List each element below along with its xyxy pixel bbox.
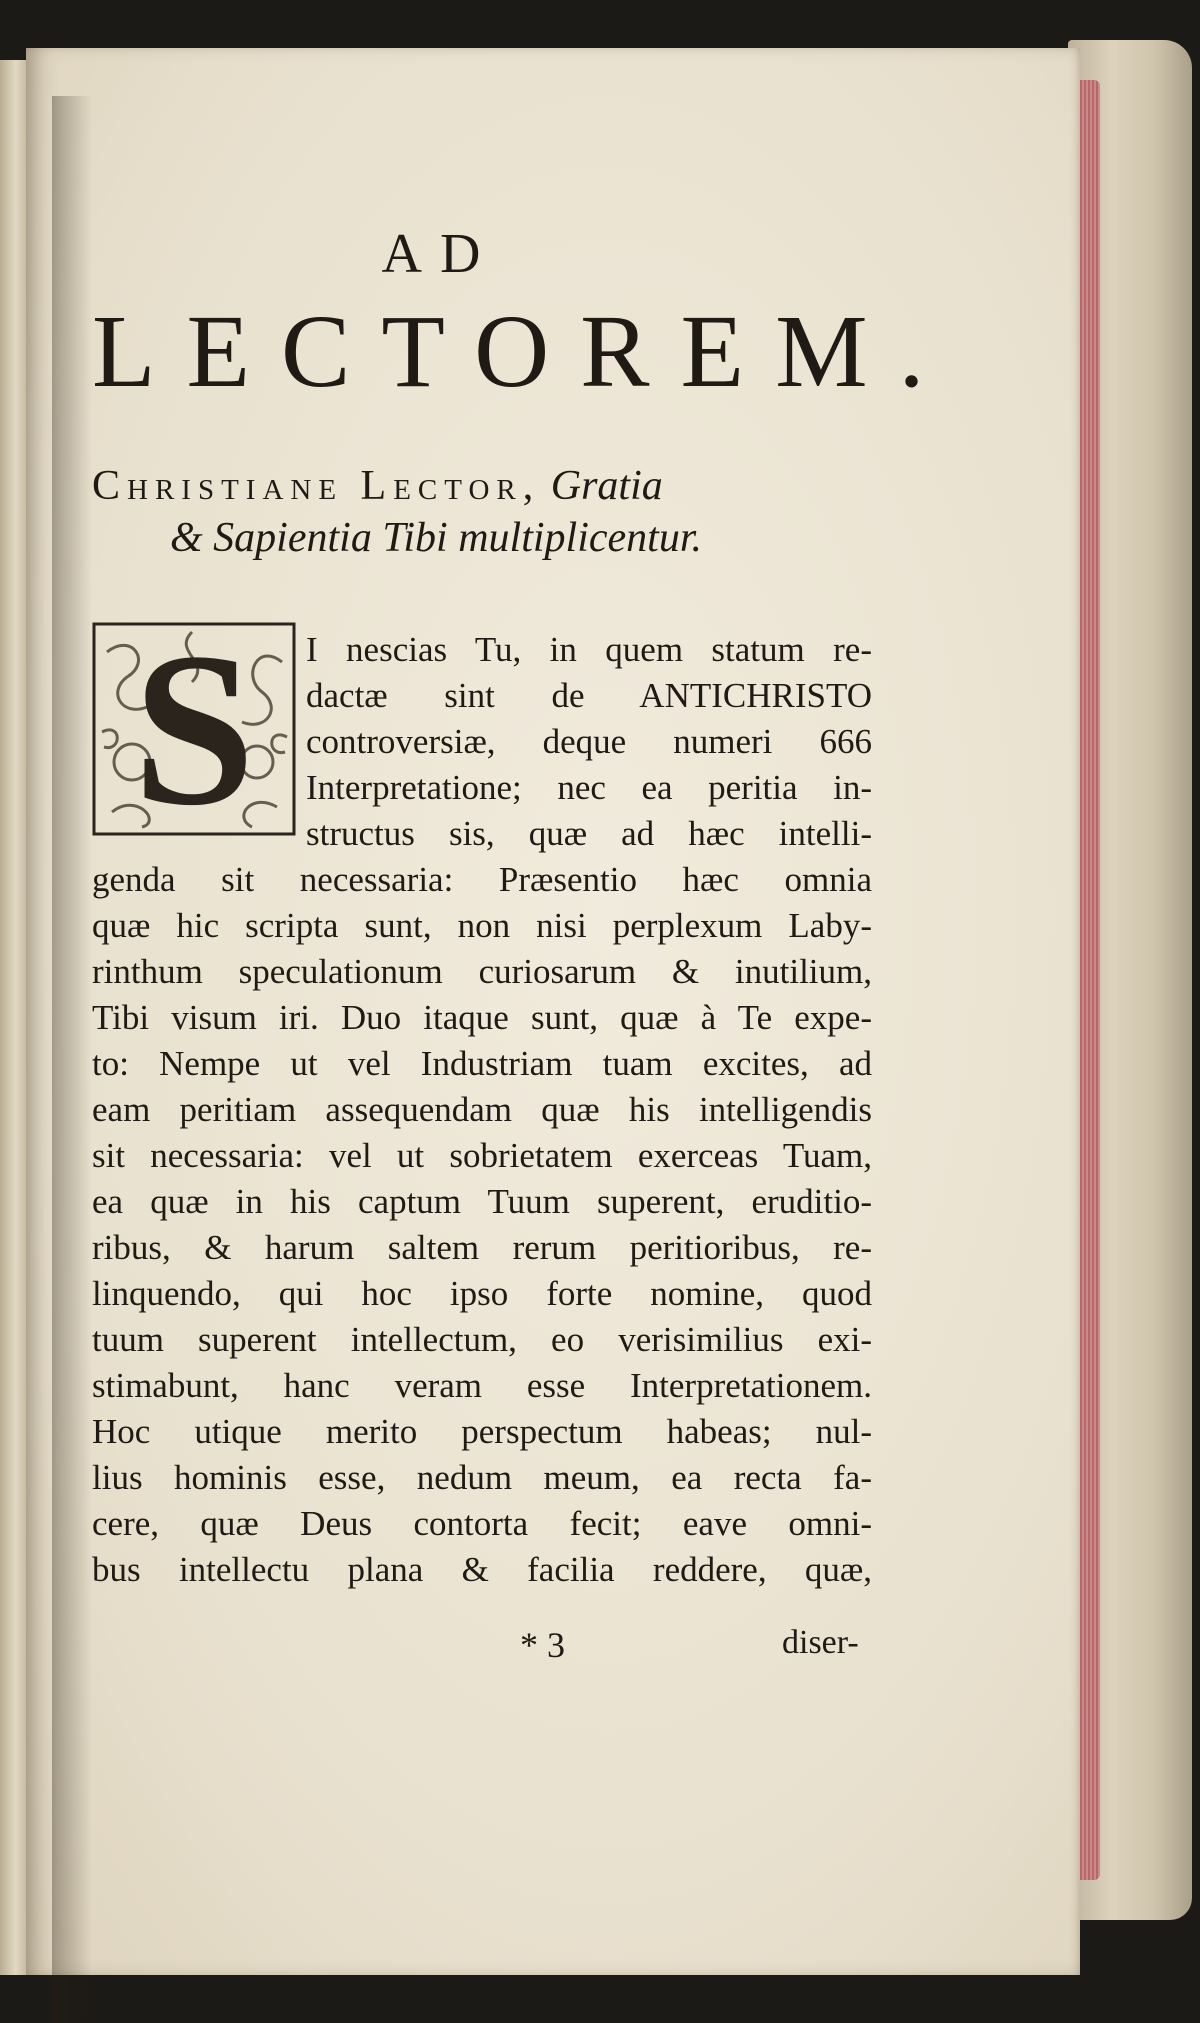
body-line: lius hominis esse, nedum meum, ea recta fa-: [92, 1458, 872, 1497]
salutation-line-2: & Sapientia Tibi multiplicentur.: [170, 515, 703, 561]
body-line: dactæ sint de ANTICHRISTO: [306, 676, 872, 715]
body-line: quæ hic scripta sunt, non nisi perplexum Laby-: [92, 906, 872, 945]
body-line: rinthum speculationum curiosarum & inutilium,: [92, 952, 872, 991]
signature-mark: * 3: [520, 1625, 565, 1665]
drop-cap-letter: S: [132, 606, 256, 851]
body-line: genda sit necessaria: Præsentio hæc omnia: [92, 860, 872, 899]
gutter-shadow: [52, 96, 92, 2023]
salutation-caps: Christiane Lector,: [92, 463, 541, 509]
body-line: cere, quæ Deus contorta fecit; eave omni-: [92, 1504, 872, 1543]
previous-page-edge: [0, 60, 26, 1975]
catchword: diser-: [782, 1624, 859, 1661]
body-line: linquendo, qui hoc ipso forte nomine, quod: [92, 1274, 872, 1313]
heading-ad: AD: [381, 223, 499, 285]
body-line: Hoc utique merito perspectum habeas; nul-: [92, 1412, 872, 1451]
body-line: controversiæ, deque numeri 666: [306, 722, 872, 761]
heading-lectorem: LECTOREM.: [92, 294, 956, 409]
body-line: tuum superent intellectum, eo verisimilius exi-: [92, 1320, 872, 1359]
body-line: ribus, & harum saltem rerum peritioribus, re-: [92, 1228, 872, 1267]
body-line: Interpretatione; nec ea peritia in-: [306, 768, 872, 807]
body-line: to: Nempe ut vel Industriam tuam excites, ad: [92, 1044, 872, 1083]
body-line: eam peritiam assequendam quæ his intelligendis: [92, 1090, 872, 1129]
decorated-initial: [92, 606, 296, 851]
body-line: ea quæ in his captum Tuum superent, eruditio-: [92, 1182, 872, 1221]
body-line: sit necessaria: vel ut sobrietatem exerceas Tuam,: [92, 1136, 872, 1175]
body-line: Tibi visum iri. Duo itaque sunt, quæ à Te expe-: [92, 998, 872, 1037]
body-line: structus sis, quæ ad hæc intelli-: [306, 814, 872, 853]
body-line: bus intellectu plana & facilia reddere, quæ,: [92, 1550, 872, 1589]
salutation-italic: Gratia: [550, 463, 663, 509]
salutation-line-1: [92, 462, 892, 510]
body-line: I nescias Tu, in quem statum re-: [306, 630, 872, 669]
body-line: stimabunt, hanc veram esse Interpretationem.: [92, 1366, 872, 1405]
